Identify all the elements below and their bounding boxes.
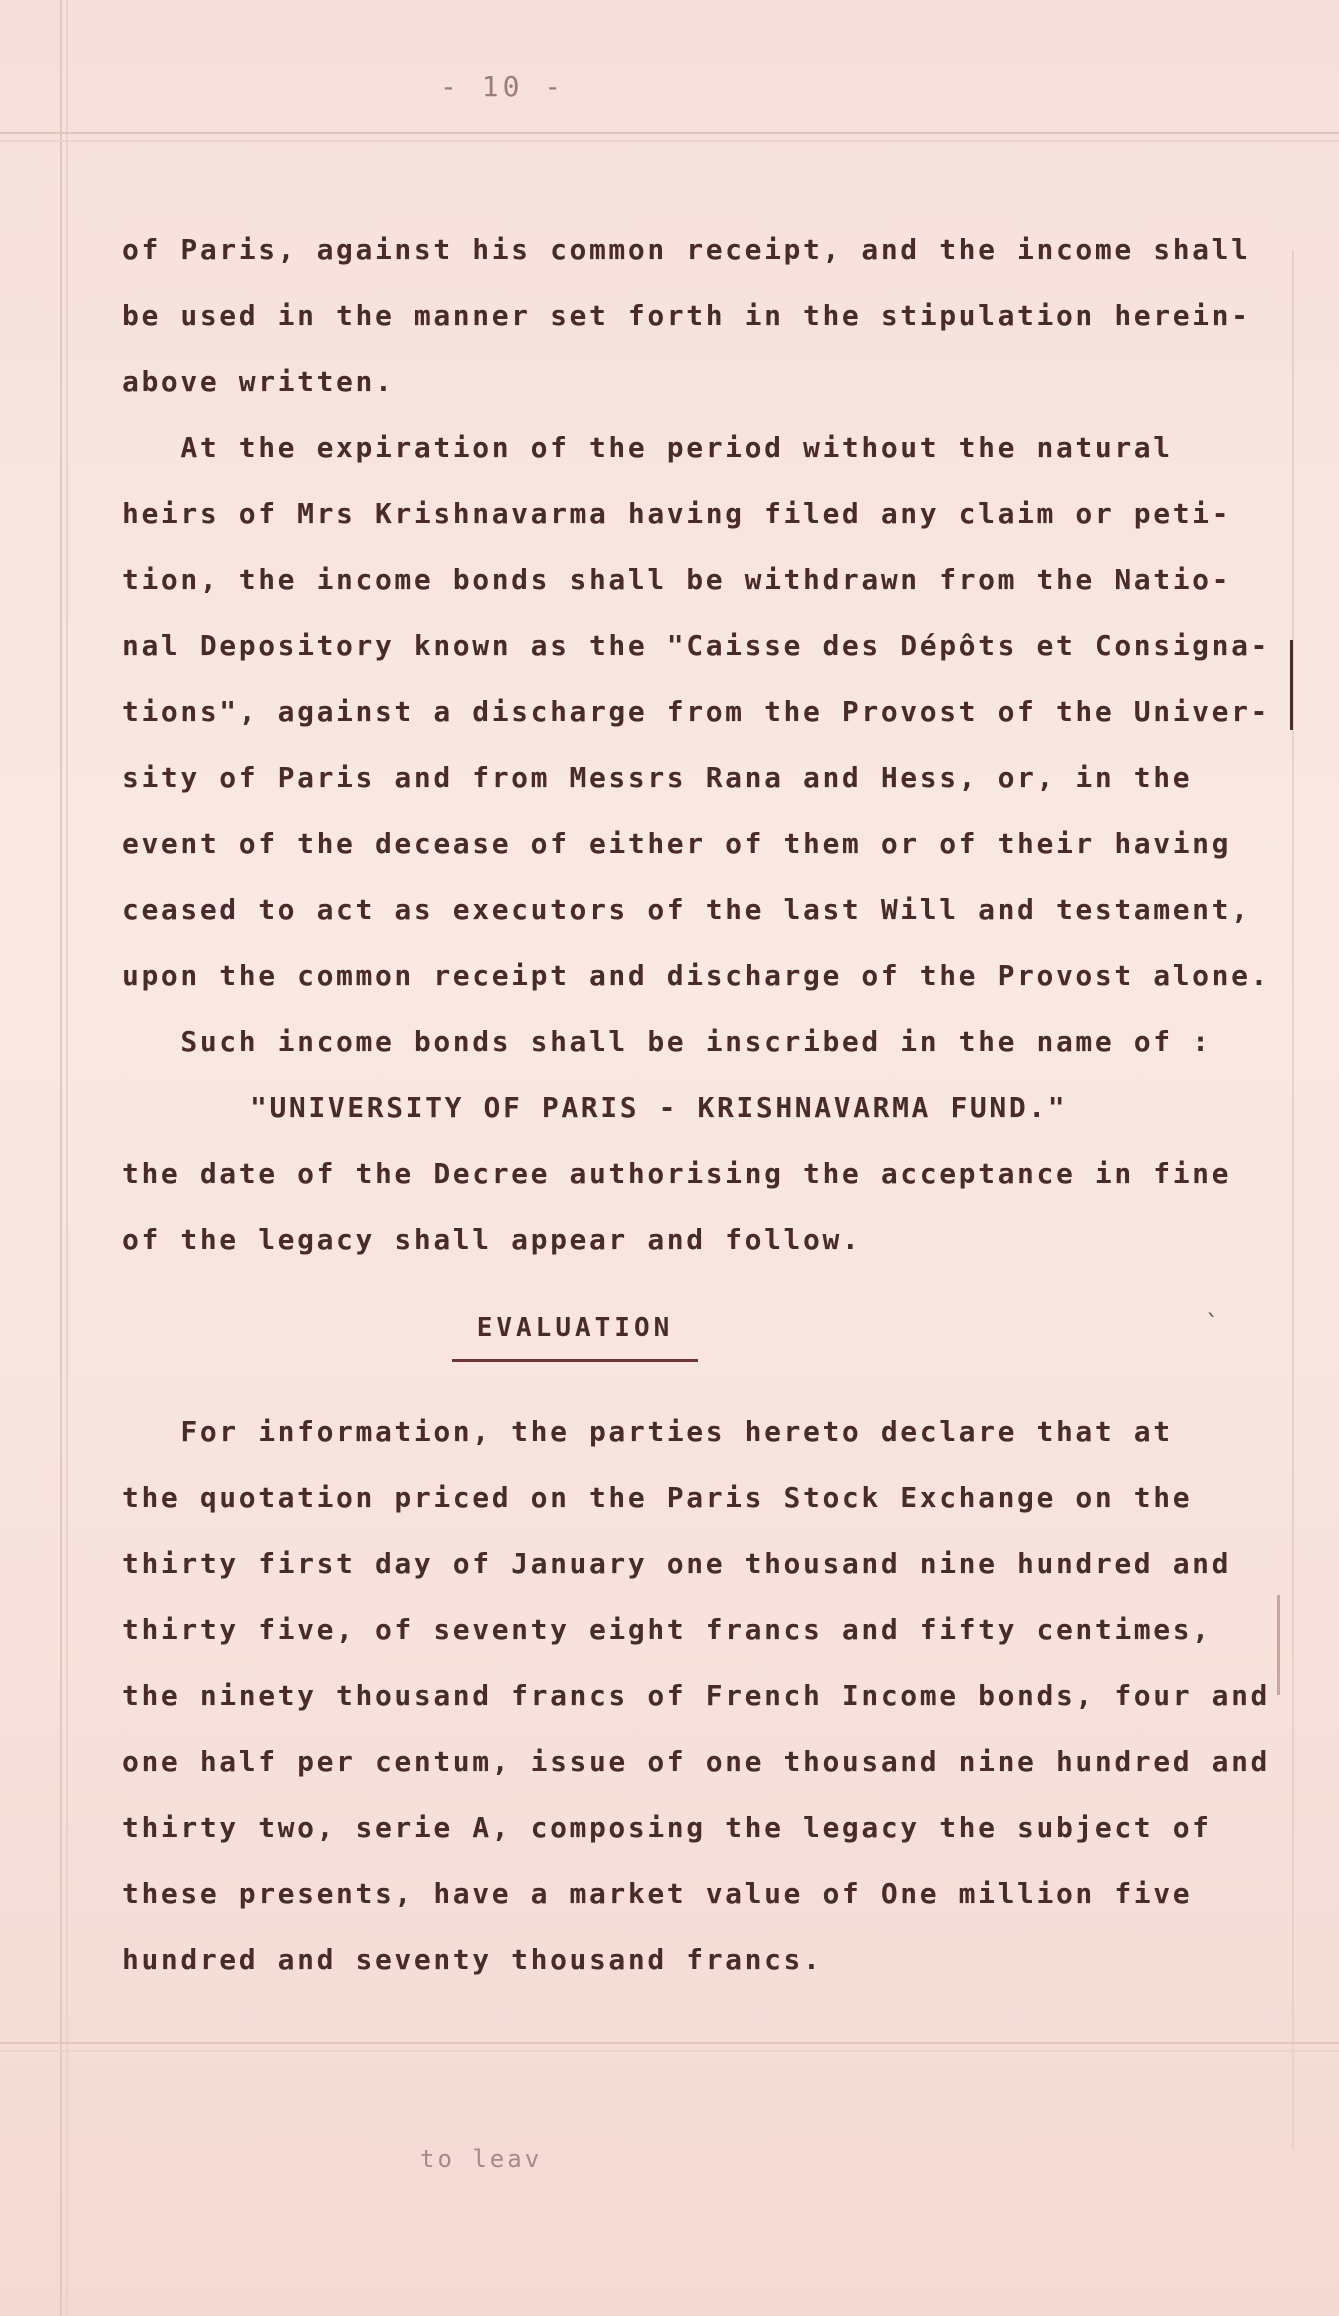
text-line: For information, the parties hereto declare that at xyxy=(122,1415,1173,1448)
text-line: Such income bonds shall be inscribed in the name of : xyxy=(122,1025,1212,1058)
text-line: upon the common receipt and discharge of the Provost alone. xyxy=(122,959,1270,992)
fund-name-line: "UNIVERSITY OF PARIS - KRISHNAVARMA FUND." xyxy=(250,1091,1068,1124)
text-line: event of the decease of either of them or of their having xyxy=(122,827,1232,860)
top-rule xyxy=(0,132,1339,134)
heading-underline xyxy=(452,1359,698,1362)
text-line: At the expiration of the period without the natural xyxy=(122,431,1173,464)
text-line: the date of the Decree authorising the acceptance in fine xyxy=(122,1157,1232,1190)
bottom-rule xyxy=(0,2042,1339,2044)
margin-mark xyxy=(1290,640,1293,730)
text-line: of the legacy shall appear and follow. xyxy=(122,1223,862,1256)
top-rule-inner xyxy=(0,140,1339,142)
text-line: tions", against a discharge from the Provost of the Univer- xyxy=(122,695,1270,728)
bleed-through-text: to leav xyxy=(420,2145,543,2173)
text-line: one half per centum, issue of one thousand nine hundred and xyxy=(122,1745,1270,1778)
text-line: nal Depository known as the "Caisse des Dépôts et Consigna- xyxy=(122,629,1270,662)
text-line: these presents, have a market value of One million five xyxy=(122,1877,1193,1910)
text-line: ceased to act as executors of the last Will and testament, xyxy=(122,893,1251,926)
bottom-rule-inner xyxy=(0,2050,1339,2052)
margin-rule-left xyxy=(60,0,62,2316)
text-line: tion, the income bonds shall be withdrawn from the Natio- xyxy=(122,563,1232,596)
text-line: the quotation priced on the Paris Stock Exchange on the xyxy=(122,1481,1193,1514)
ink-mark: ` xyxy=(1205,1310,1220,1338)
text-line: thirty first day of January one thousand nine hundred and xyxy=(122,1547,1232,1580)
text-line: of Paris, against his common receipt, and the income shall xyxy=(122,233,1251,266)
text-line: thirty two, serie A, composing the legacy the subject of xyxy=(122,1811,1212,1844)
text-line: be used in the manner set forth in the stipulation herein- xyxy=(122,299,1251,332)
section-heading: EVALUATION xyxy=(476,1313,674,1343)
text-line: thirty five, of seventy eight francs and fifty centimes, xyxy=(122,1613,1212,1646)
margin-rule-right xyxy=(1292,250,1294,2150)
text-line: heirs of Mrs Krishnavarma having filed any claim or peti- xyxy=(122,497,1232,530)
margin-mark-faint xyxy=(1277,1595,1280,1695)
text-line: the ninety thousand francs of French Income bonds, four and xyxy=(122,1679,1270,1712)
text-line: hundred and seventy thousand francs. xyxy=(122,1943,823,1976)
text-line: sity of Paris and from Messrs Rana and Hess, or, in the xyxy=(122,761,1193,794)
margin-rule-left-inner xyxy=(66,0,68,2316)
text-line: above written. xyxy=(122,365,395,398)
page-number: - 10 - xyxy=(440,70,566,103)
